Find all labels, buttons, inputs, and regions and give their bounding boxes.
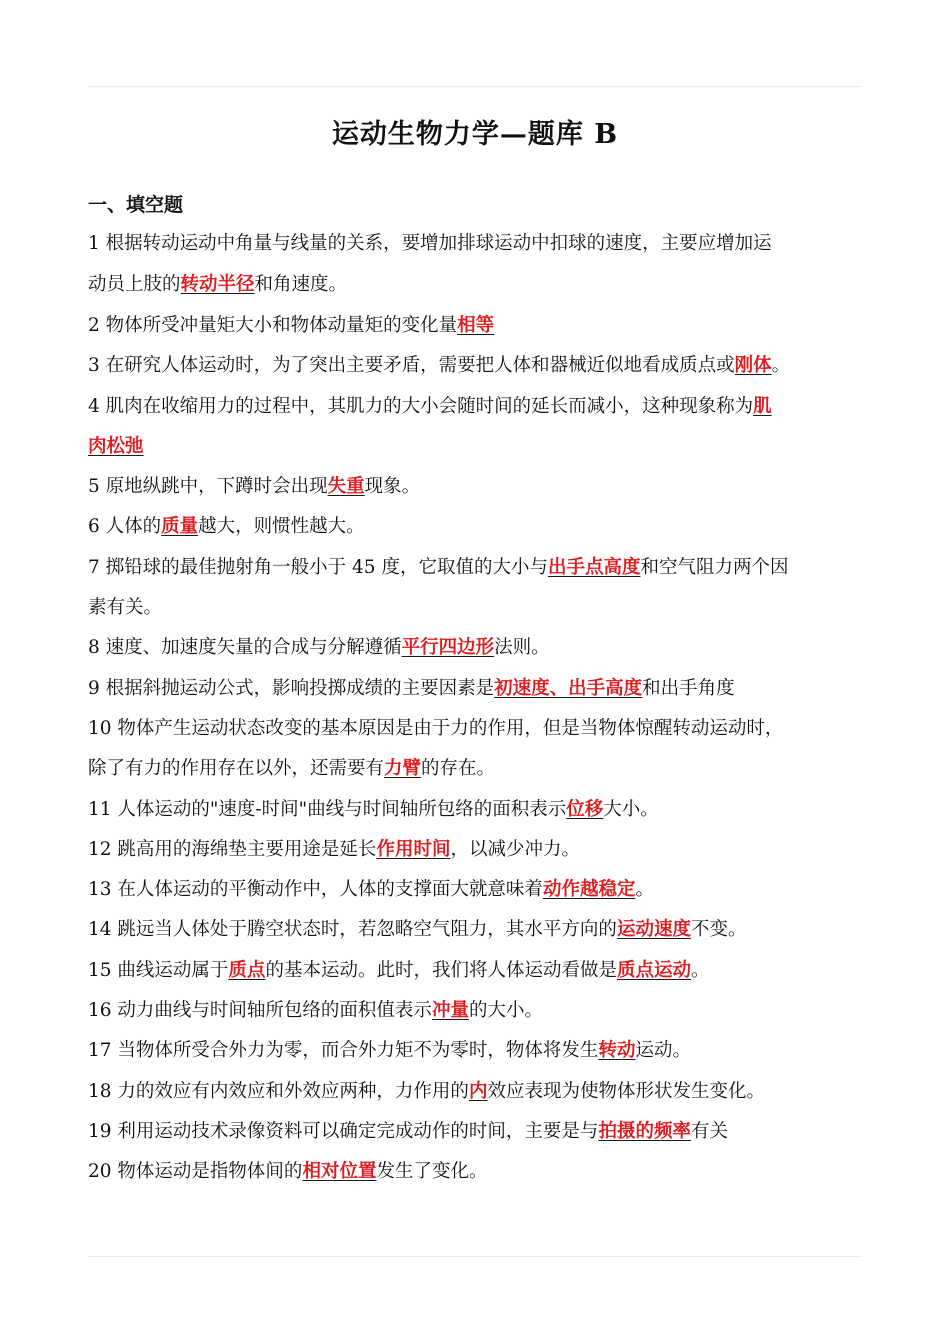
answer-8: 平行四边形: [401, 637, 495, 658]
question-20: 20 物体运动是指物体间的相对位置发生了变化。: [88, 1161, 488, 1182]
question-1-line-2: 动员上肢的转动半径和角速度。: [88, 274, 348, 295]
answer-4-part-1: 肌: [753, 396, 772, 417]
answer-11: 位移: [566, 799, 604, 820]
question-1-line-1: 1 根据转动运动中角量与线量的关系，要增加排球运动中扣球的速度，主要应增加运: [88, 233, 772, 254]
question-15: 15 曲线运动属于质点的基本运动。此时，我们将人体运动看做是质点运动。: [88, 960, 710, 981]
answer-1: 转动半径: [180, 274, 255, 295]
page-title: 运动生物力学—题库 B: [331, 119, 619, 150]
question-7-line-2: 素有关。: [88, 597, 163, 618]
question-17: 17 当物体所受合外力为零，而合外力矩不为零时，物体将发生转动运动。: [88, 1040, 691, 1061]
question-4-line-2: [88, 432, 144, 462]
question-18: 18 力的效应有内效应和外效应两种，力作用的内效应表现为使物体形状发生变化。: [88, 1081, 765, 1102]
section-heading: 一、填空题: [88, 194, 184, 216]
answer-5: 失重: [327, 476, 365, 497]
question-10-line-2: 除了有力的作用存在以外，还需要有力臂的存在。: [88, 758, 496, 779]
question-5: 5 原地纵跳中，下蹲时会出现失重现象。: [88, 476, 421, 497]
question-7-line-1: 7 掷铅球的最佳抛射角一般小于 45 度，它取值的大小与出手点高度和空气阻力两个因: [88, 557, 789, 578]
answer-7: 出手点高度: [547, 557, 641, 578]
question-4-line-1: 4 肌肉在收缩用力的过程中，其肌力的大小会随时间的延长而减小，这种现象称为肌: [88, 396, 772, 417]
question-13: 13 在人体运动的平衡动作中，人体的支撑面大就意味着动作越稳定。: [88, 879, 654, 900]
answer-2: 相等: [457, 315, 495, 336]
answer-12: 作用时间: [376, 839, 451, 860]
question-2: 2 物体所受冲量矩大小和物体动量矩的变化量相等: [88, 315, 495, 336]
question-6: 6 人体的质量越大，则惯性越大。: [88, 516, 365, 537]
answer-6: 质量: [161, 516, 199, 537]
answer-18: 内: [468, 1081, 488, 1102]
answer-19: 拍摄的频率: [598, 1121, 691, 1142]
question-12: 12 跳高用的海绵垫主要用途是延长作用时间，以减少冲力。: [88, 839, 580, 860]
question-10-line-1: 10 物体产生运动状态改变的基本原因是由于力的作用，但是当物体惊醒转动运动时，: [88, 718, 784, 739]
answer-15-part-1: 质点: [228, 960, 266, 981]
question-11: 11 人体运动的"速度-时间"曲线与时间轴所包络的面积表示位移大小。: [88, 799, 659, 820]
answer-14: 运动速度: [616, 919, 691, 940]
answer-13: 动作越稳定: [542, 879, 636, 900]
answer-3: 刚体: [734, 355, 772, 376]
question-8: 8 速度、加速度矢量的合成与分解遵循平行四边形法则。: [88, 637, 550, 658]
question-3: 3 在研究人体运动时，为了突出主要矛盾，需要把人体和器械近似地看成质点或刚体。: [88, 355, 791, 376]
answer-16: 冲量: [431, 1000, 469, 1021]
answer-15-part-2: 质点运动: [616, 960, 691, 981]
bottom-rule: [88, 1256, 862, 1257]
answer-20: 相对位置: [302, 1161, 377, 1182]
question-14: 14 跳远当人体处于腾空状态时，若忽略空气阻力，其水平方向的运动速度不变。: [88, 919, 747, 940]
question-16: 16 动力曲线与时间轴所包络的面积值表示冲量的大小。: [88, 1000, 543, 1021]
answer-17: 转动: [598, 1040, 636, 1061]
top-rule: [88, 86, 862, 87]
question-19: 19 利用运动技术录像资料可以确定完成动作的时间，主要是与拍摄的频率有关: [88, 1121, 728, 1142]
question-9: 9 根据斜抛运动公式，影响投掷成绩的主要因素是初速度、出手高度和出手角度: [88, 678, 735, 699]
answer-10: 力臂: [384, 758, 422, 779]
answer-9: 初速度、出手高度: [494, 678, 643, 699]
answer-4-part-2: 肉松弛: [88, 436, 144, 457]
